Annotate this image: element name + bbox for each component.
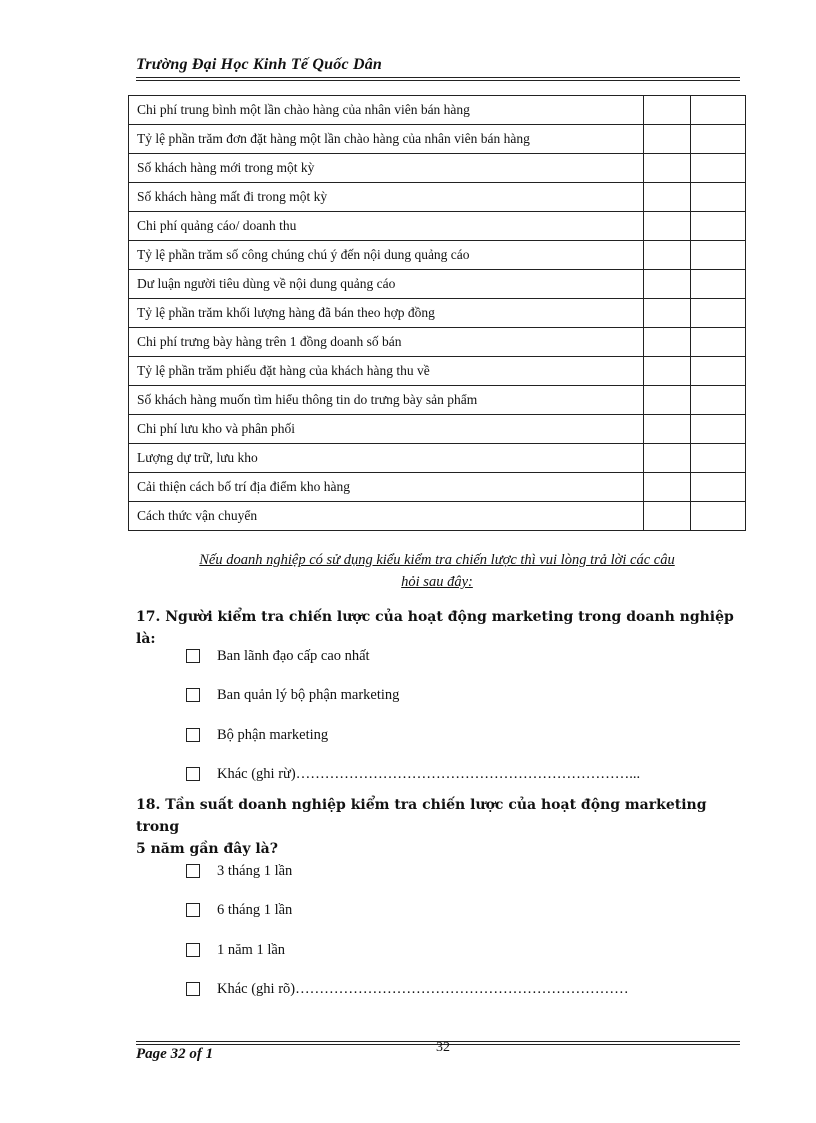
table-row	[129, 183, 746, 212]
checkbox-icon[interactable]	[186, 728, 200, 742]
checkbox-icon[interactable]	[186, 903, 200, 917]
row-label: Tỷ lệ phần trăm phiếu đặt hàng của khách hàng thu về	[129, 357, 644, 386]
row-cell-empty[interactable]	[643, 473, 690, 502]
table-row	[129, 502, 746, 531]
row-cell-empty[interactable]	[643, 241, 690, 270]
table-row	[129, 212, 746, 241]
row-label: Số khách hàng muốn tìm hiểu thông tin do trưng bày sản phẩm	[129, 386, 644, 415]
criteria-table	[128, 95, 746, 531]
question-18-line2: 5 năm gần đây là?	[136, 841, 278, 857]
table-row	[129, 299, 746, 328]
row-cell-empty[interactable]	[690, 154, 745, 183]
row-cell-empty[interactable]	[690, 270, 745, 299]
row-cell-empty[interactable]	[643, 212, 690, 241]
row-label: Cải thiện cách bố trí địa điểm kho hàng	[129, 473, 644, 502]
header-rule-top	[136, 77, 740, 78]
row-cell-empty[interactable]	[690, 473, 745, 502]
instruction-note-line2: hỏi sau đây:	[401, 574, 473, 590]
row-cell-empty[interactable]	[643, 125, 690, 154]
row-cell-empty[interactable]	[690, 386, 745, 415]
question-18-line1: 18. Tần suất doanh nghiệp kiểm tra chiến lược của hoạt động marketing trong	[136, 797, 707, 835]
option-label: Ban lãnh đạo cấp cao nhất	[217, 647, 370, 664]
row-cell-empty[interactable]	[643, 183, 690, 212]
option-label: 1 năm 1 lần	[217, 941, 286, 958]
row-cell-empty[interactable]	[643, 415, 690, 444]
table-row	[129, 415, 746, 444]
row-label: Tỷ lệ phần trăm đơn đặt hàng một lần chào hàng của nhân viên bán hàng	[129, 125, 644, 154]
row-cell-empty[interactable]	[690, 96, 745, 125]
page-number: 32	[436, 1040, 450, 1055]
row-cell-empty[interactable]	[690, 357, 745, 386]
row-label: Dư luận người tiêu dùng về nội dung quảng cáo	[129, 270, 644, 299]
row-cell-empty[interactable]	[690, 125, 745, 154]
row-label: Số khách hàng mất đi trong một kỳ	[129, 183, 644, 212]
checkbox-icon[interactable]	[186, 767, 200, 781]
row-cell-empty[interactable]	[643, 154, 690, 183]
header-title: Trường Đại Học Kinh Tế Quốc Dân	[136, 56, 383, 73]
header-rule-bottom	[136, 80, 740, 81]
q17-option[interactable]	[186, 685, 399, 705]
instruction-note	[128, 549, 746, 593]
option-label: Khác (ghi rõ)……………………………………………………………	[217, 980, 629, 997]
row-label: Chi phí lưu kho và phân phối	[129, 415, 644, 444]
q18-option[interactable]	[186, 900, 292, 920]
row-label: Cách thức vận chuyển	[129, 502, 644, 531]
row-label: Số khách hàng mới trong một kỳ	[129, 154, 644, 183]
row-label: Chi phí trưng bày hàng trên 1 đồng doanh số bán	[129, 328, 644, 357]
table-row	[129, 386, 746, 415]
table-row	[129, 270, 746, 299]
table-row	[129, 328, 746, 357]
row-label: Tỷ lệ phần trăm khối lượng hàng đã bán theo hợp đồng	[129, 299, 644, 328]
q18-option[interactable]	[186, 979, 629, 999]
row-cell-empty[interactable]	[690, 299, 745, 328]
q17-option[interactable]	[186, 764, 640, 784]
row-cell-empty[interactable]	[690, 328, 745, 357]
table-row	[129, 154, 746, 183]
option-label: Khác (ghi rừ)……………………………………………………………...	[217, 765, 641, 782]
row-cell-empty[interactable]	[690, 415, 745, 444]
question-18	[136, 794, 746, 860]
checkbox-icon[interactable]	[186, 943, 200, 957]
row-cell-empty[interactable]	[643, 357, 690, 386]
row-cell-empty[interactable]	[690, 183, 745, 212]
question-17: 17. Người kiểm tra chiến lược của hoạt động marketing trong doanh nghiệp là:	[136, 609, 734, 647]
row-cell-empty[interactable]	[643, 444, 690, 473]
checkbox-icon[interactable]	[186, 982, 200, 996]
table-row	[129, 357, 746, 386]
row-cell-empty[interactable]	[690, 212, 745, 241]
row-cell-empty[interactable]	[690, 502, 745, 531]
row-label: Lượng dự trữ, lưu kho	[129, 444, 644, 473]
q18-option[interactable]	[186, 861, 292, 881]
table-row	[129, 125, 746, 154]
row-label: Chi phí quảng cáo/ doanh thu	[129, 212, 644, 241]
row-cell-empty[interactable]	[643, 386, 690, 415]
q17-option[interactable]	[186, 725, 328, 745]
option-label: Bộ phận marketing	[217, 726, 329, 743]
option-label: Ban quản lý bộ phận marketing	[217, 686, 400, 703]
checkbox-icon[interactable]	[186, 688, 200, 702]
row-cell-empty[interactable]	[643, 328, 690, 357]
table-row	[129, 96, 746, 125]
row-label: Chi phí trung bình một lần chào hàng của nhân viên bán hàng	[129, 96, 644, 125]
row-cell-empty[interactable]	[643, 270, 690, 299]
row-cell-empty[interactable]	[643, 502, 690, 531]
table-row	[129, 241, 746, 270]
q18-option[interactable]	[186, 940, 285, 960]
row-cell-empty[interactable]	[643, 299, 690, 328]
row-cell-empty[interactable]	[690, 241, 745, 270]
checkbox-icon[interactable]	[186, 649, 200, 663]
instruction-note-line1: Nếu doanh nghiệp có sử dụng kiểu kiểm tra chiến lược thì vui lòng trả lời các câu	[199, 552, 675, 568]
option-label: 3 tháng 1 lần	[217, 862, 293, 879]
table-row	[129, 444, 746, 473]
row-cell-empty[interactable]	[643, 96, 690, 125]
q17-option[interactable]	[186, 646, 370, 666]
option-label: 6 tháng 1 lần	[217, 901, 293, 918]
page-of-label: Page 32 of 1	[136, 1046, 214, 1062]
row-cell-empty[interactable]	[690, 444, 745, 473]
checkbox-icon[interactable]	[186, 864, 200, 878]
table-row	[129, 473, 746, 502]
row-label: Tỷ lệ phần trăm số công chúng chú ý đến nội dung quảng cáo	[129, 241, 644, 270]
